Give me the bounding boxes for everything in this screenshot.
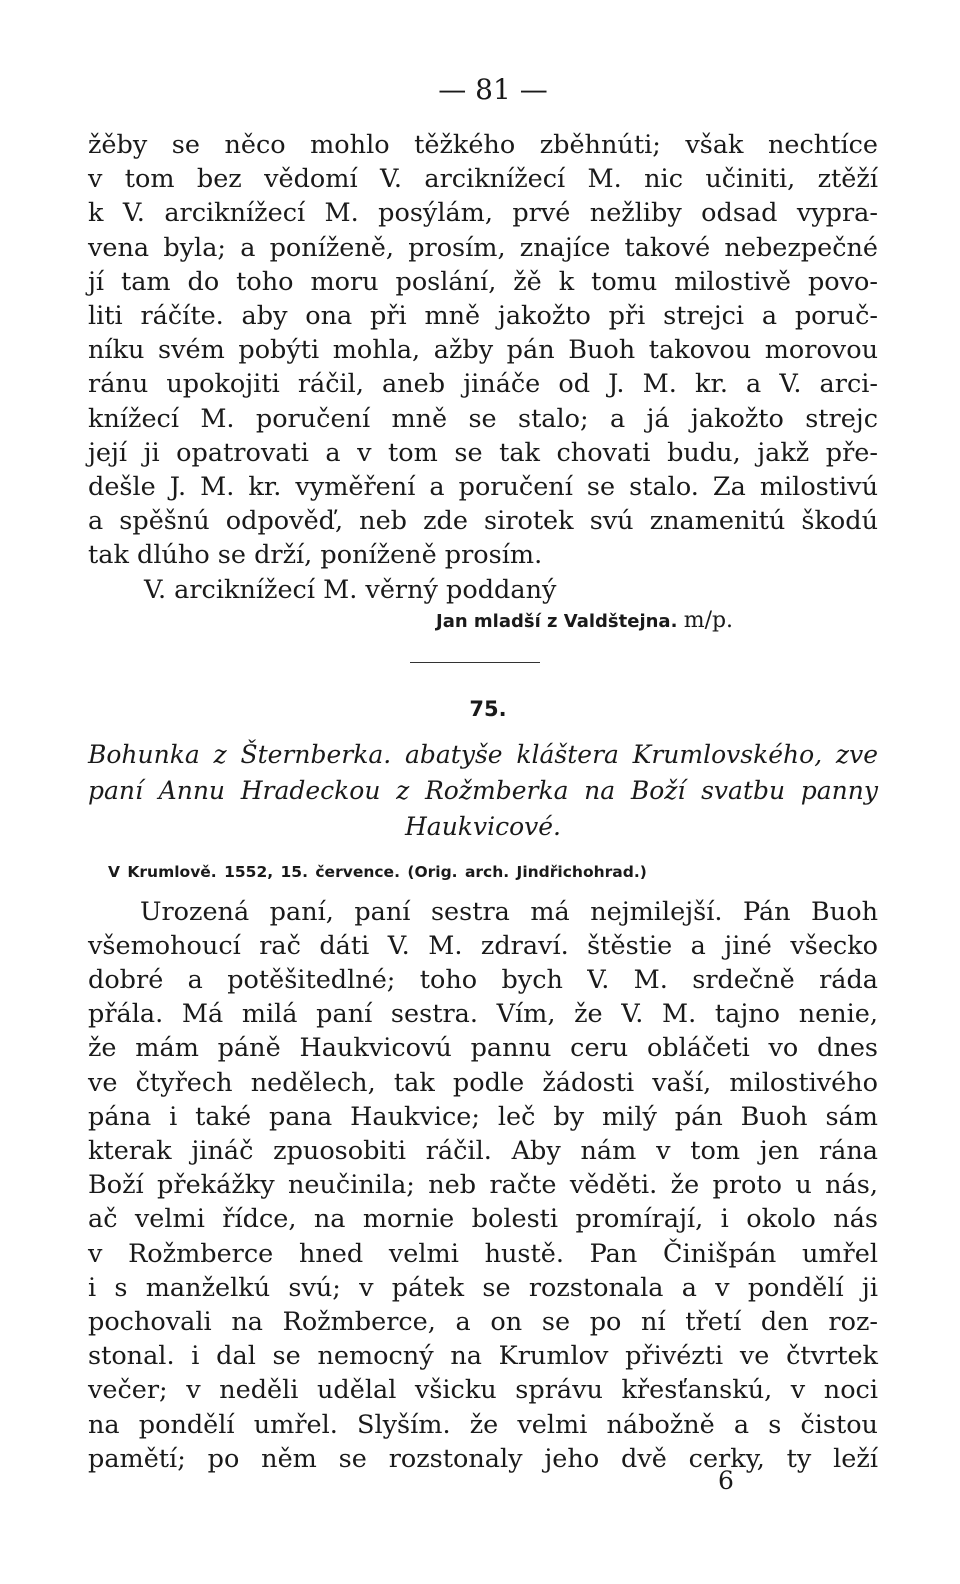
section-divider — [410, 662, 540, 663]
text-line: ránu upokojiti ráčil, aneb jináče od J. M. kr. a V. arci- — [88, 369, 878, 400]
signature-name: Jan mladší z Valdštejna. — [436, 610, 678, 632]
text-line: k V. arciknížecí M. posýlám, prvé nežliby odsad vypra- — [88, 198, 878, 229]
printer-signature-mark: 6 — [718, 1466, 734, 1495]
document-page — [88, 70, 878, 1476]
text-line: dešle J. M. kr. vyměření a poručení se stalo. Za milostivú — [88, 472, 878, 503]
text-line: kterak jináč zpuosobiti ráčil. Aby nám v tom jen rána — [88, 1136, 878, 1167]
dateline: V Krumlově. 1552, 15. července. (Orig. arch. Jindřichohrad.) — [108, 862, 647, 881]
text-line: pamětí; po něm se rozstonaly jeho dvě cerky, ty leží — [88, 1443, 878, 1474]
text-line: pochovali na Rožmberce, a on se po ní třetí den roz- — [88, 1307, 878, 1338]
text-line: tak dlúho se drží, poníženě prosím. — [88, 540, 543, 571]
closing-formula: V. arciknížecí M. věrný poddaný — [144, 574, 557, 605]
title-line: Bohunka z Šternberka. abatyše kláštera Krumlovského, zve — [88, 739, 878, 769]
text-line: a spěšnú odpověď, neb zde sirotek svú znamenitú škodú — [88, 506, 878, 537]
text-line: její ji opatrovati a v tom se tak chovati budu, jakž pře- — [88, 437, 878, 468]
top-paragraph — [88, 128, 878, 573]
text-line: dobré a potěšitedlné; toho bych V. M. srdečně ráda — [88, 965, 878, 996]
title-line: paní Annu Hradeckou z Rožmberka na Boží svatbu panny — [88, 775, 878, 805]
text-line: Boží překážky neučinila; neb račte věděti. že proto u nás, — [88, 1170, 878, 1201]
text-line: i s manželkú svú; v pátek se rozstonala a v pondělí ji — [88, 1272, 878, 1303]
text-line: v tom bez vědomí V. arciknížecí M. nic učiniti, ztěží — [88, 164, 878, 195]
text-line: žěby se něco mohlo těžkého zběhnúti; však nechtíce — [88, 130, 878, 160]
text-line: knížecí M. poručení mně se stalo; a já jakožto strejc — [88, 403, 878, 434]
text-line: liti ráčíte. aby ona při mně jakožto při strejci a poruč- — [88, 301, 878, 332]
signature — [88, 607, 878, 636]
text-line: vena byla; a poníženě, prosím, znajíce takové nebezpečné — [88, 232, 878, 263]
text-line: ve čtyřech nedělech, tak podle žádosti vaší, milostivého — [88, 1067, 878, 1098]
text-line: Urozená paní, paní sestra má nejmilejší. Pán Buoh — [140, 896, 878, 927]
text-line: stonal. i dal se nemocný na Krumlov přivézti ve čtvrtek — [88, 1341, 878, 1372]
letter-title — [88, 737, 878, 845]
text-line: ač velmi řídce, na mornie bolesti promírají, i okolo nás — [88, 1204, 878, 1235]
letter-number: 75. — [469, 696, 507, 721]
text-line: v Rožmberce hned velmi hustě. Pan Činišpán umřel — [88, 1238, 878, 1269]
text-line: všemohoucí rač dáti V. M. zdraví. štěstie a jiné všecko — [88, 930, 878, 961]
text-line: níku svém pobýti mohla, ažby pán Buoh takovou morovou — [88, 335, 878, 366]
title-line: Haukvicové. — [405, 811, 561, 841]
text-line: na pondělí umřel. Slyším. že velmi nábožně a s čistou — [88, 1409, 878, 1440]
signature-mark-mp: m/p. — [683, 607, 734, 633]
text-line: večer; v neděli udělal všicku správu křesťanskú, v noci — [88, 1375, 878, 1406]
text-line: jí tam do toho moru poslání, žě k tomu milostivě povo- — [88, 266, 878, 297]
text-line: přála. Má milá paní sestra. Vím, že V. M. tajno nenie, — [88, 999, 878, 1030]
letter-body — [88, 895, 878, 1476]
page-number: — 81 — — [438, 73, 548, 106]
text-line: pána i také pana Haukvice; leč by milý pán Buoh sám — [88, 1101, 878, 1132]
text-line: že mám páně Haukvicovú pannu ceru obláčeti vo dnes — [88, 1033, 878, 1064]
